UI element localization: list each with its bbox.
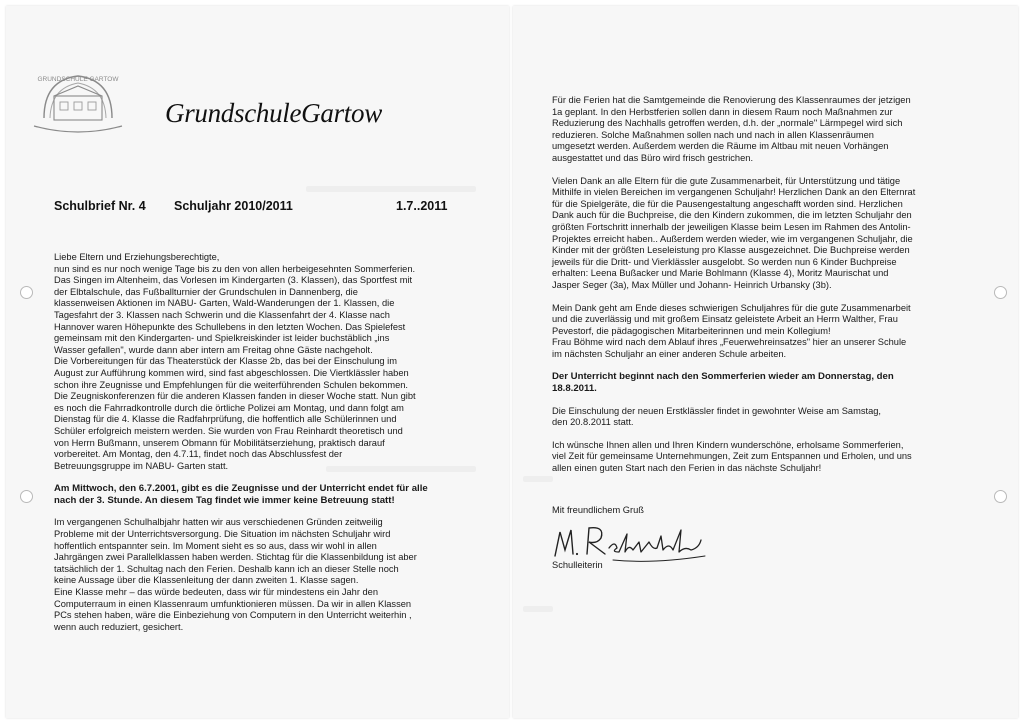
text-line: gemeinsam mit den Kindergarten- und Spielkreiskinder ist leider buchstäblich „ins bbox=[54, 333, 390, 344]
right-paragraph bbox=[552, 176, 972, 292]
signer-role: Schulleiterin bbox=[552, 560, 603, 570]
text-line: Projektes erreicht haben.. Außerdem werden wieder, wie im vergangenen Schuljahr, die bbox=[552, 233, 913, 244]
text-line: Liebe Eltern und Erziehungsberechtigte, bbox=[54, 252, 220, 262]
text-line: Der Unterricht beginnt nach den Sommerferien wieder am Donnerstag, den bbox=[552, 371, 894, 383]
text-line: August zur Aufführung kommen wird, sind fast abgeschlossen. Die Viertklässler haben bbox=[54, 367, 409, 378]
signature-name: M. Rehwinkel bbox=[553, 520, 560, 521]
logo-lettering: GRUNDSCHULE GARTOW bbox=[37, 76, 119, 83]
text-line: Mein Dank geht am Ende dieses schwierigen Schuljahres für die gute Zusammenarbeit bbox=[552, 302, 911, 313]
text-line: ausgestattet und das Büro wird frisch gestrichen. bbox=[552, 152, 754, 163]
punch-hole-icon bbox=[20, 286, 33, 299]
left-paragraph bbox=[54, 517, 464, 633]
text-line: Im vergangenen Schulhalbjahr hatten wir aus verschiedenen Gründen zeitweilig bbox=[54, 517, 383, 528]
text-line: klassenweisen Aktionen im NABU- Garten, Wald-Wanderungen der 1. Klassen, die bbox=[54, 298, 395, 309]
text-line: Probleme mit der Unterrichtsversorgung. Die Situation im nächsten Schuljahr wird bbox=[54, 529, 391, 540]
text-line: Mithilfe in vielen Bereichen im vergangenen Schuljahr! Herzlichen Dank an den Elternrat bbox=[552, 187, 916, 198]
letter-date: 1.7..2011 bbox=[396, 199, 448, 213]
text-line: Frau Böhme wird nach dem Ablauf ihres „Feuerwehreinsatzes" hier an unserer Schule bbox=[552, 337, 907, 348]
right-paragraph bbox=[552, 371, 972, 394]
text-line: Eine Klasse mehr – das würde bedeuten, dass wir für mindestens ein Jahr den bbox=[54, 587, 379, 598]
text-line: jeweils für die Dritt- und Vierklässler ausgelobt. So werden nun 6 Kinder Buchpreise bbox=[552, 256, 897, 267]
letter-number: Schulbrief Nr. 4 bbox=[54, 199, 146, 213]
text-line: Dank auch für die Buchpreise, die den Kindern zukommen, die im letzten Schuljahr den bbox=[552, 210, 912, 221]
text-line: Reduzierung des Nachhalls getroffen werden, d.h. der „normale" Lärmpegel wird sich bbox=[552, 118, 903, 129]
text-line: 18.8.2011. bbox=[552, 383, 597, 395]
text-line: Betreuungsgruppe im NABU- Garten statt. bbox=[54, 460, 229, 471]
text-line: schon ihre Zeugnisse und Empfehlungen für die weiterführenden Schulen bekommen. bbox=[54, 379, 409, 390]
text-line: Die Einschulung der neuen Erstklässler findet in gewohnter Weise am Samstag, bbox=[552, 405, 882, 416]
text-line: Pevestorf, die pädagogischen Mitarbeiterinnen und mein Kollegium! bbox=[552, 325, 831, 336]
text-line: nun sind es nur noch wenige Tage bis zu den von allen herbeigesehnten Sommerferien. bbox=[54, 263, 416, 274]
text-line: Schüler erfolgreich meistern werden. Sie wurden von Frau Reinhardt theoretisch und bbox=[54, 425, 403, 436]
text-line: im nächsten Schuljahr an einer anderen Schule arbeiten. bbox=[552, 348, 787, 359]
text-line: Dienstag für die 4. Klasse die Radfahrprüfung, die hoffentlich alle Schülerinnen und bbox=[54, 414, 397, 425]
left-paragraph bbox=[54, 483, 464, 506]
bleed-through bbox=[523, 476, 553, 482]
punch-hole-icon bbox=[994, 286, 1007, 299]
punch-hole-icon bbox=[20, 490, 33, 503]
school-year: Schuljahr 2010/2011 bbox=[174, 199, 293, 213]
punch-hole-icon bbox=[994, 490, 1007, 503]
right-paragraph bbox=[552, 440, 972, 475]
text-line: Ich wünsche Ihnen allen und Ihren Kindern wunderschöne, erholsame Sommerferien, bbox=[552, 439, 904, 450]
text-line: Für die Ferien hat die Samtgemeinde die Renovierung des Klassenraumes der jetzigen bbox=[552, 95, 911, 105]
text-line: Die Zeugniskonferenzen für die anderen Klassen fanden in dieser Woche statt. Nun gibt bbox=[54, 391, 416, 402]
text-line: Wasser gefallen", wurde dann aber intern am Freitag ohne Gäste nachgeholt. bbox=[54, 344, 373, 355]
right-paragraph bbox=[552, 406, 972, 429]
text-line: hoffentlich entspannter sein. Im Moment sieht es so aus, dass wir wohl in allen bbox=[54, 540, 377, 551]
text-line: 1a geplant. In den Herbstferien sollen dann in diesem Raum noch Maßnahmen zur bbox=[552, 106, 893, 117]
text-line: wenn auch reduziert, gesichert. bbox=[54, 621, 184, 632]
text-line: Jasper Seger (3a), Max Müller und Johann- Heinrich Urbansky (3b). bbox=[552, 279, 832, 290]
text-line: Das Singen im Altenheim, das Vorlesen im Kindergarten (3. Klassen), das Sportfest mit bbox=[54, 275, 413, 286]
text-line: größten Fortschritt innerhalb der jeweiligen Klasse beim Lesen im Rahmen des Antolin- bbox=[552, 221, 911, 232]
school-logo-icon bbox=[30, 68, 126, 136]
text-line: es noch die Fahrradkontrolle durch die örtliche Polizei am Montag, und dann folgt am bbox=[54, 402, 404, 413]
text-line: Kinder mit der größten Leseleistung pro Klasse ausgezeichnet. Die Buchpreise werden bbox=[552, 245, 910, 256]
text-line: umgesetzt werden. Außerdem werden die Räume im Altbau mit neuen Vorhängen bbox=[552, 141, 889, 152]
text-line: erhalten: Leena Bußacker und Marie Bohlmann (Klasse 4), Moritz Maurischat und bbox=[552, 268, 889, 279]
text-line: nach der 3. Stunde. An diesem Tag findet wie immer keine Betreuung statt! bbox=[54, 494, 395, 506]
left-paragraph bbox=[54, 252, 464, 472]
closing-greeting: Mit freundlichem Gruß bbox=[552, 505, 644, 515]
text-line: den 20.8.2011 statt. bbox=[552, 417, 634, 428]
text-line: Die Vorbereitungen für das Theaterstück der Klasse 2b, das bei der Einschulung im bbox=[54, 356, 397, 367]
text-line: Jahrgängen zwei Parallelklassen haben werden. Stichtag für die Klassenbildung ist aber bbox=[54, 552, 417, 563]
text-line: Hannover waren Höhepunkte des Schullebens in den letzten Wochen. Das Spielefest bbox=[54, 321, 406, 332]
text-line: Computerraum in einen Klassenraum umfunktionieren müssen. Da wir in allen Klassen bbox=[54, 598, 412, 609]
text-line: der Elbtalschule, das Fußballturnier der Grundschulen in Dannenberg, die bbox=[54, 286, 358, 297]
text-line: viel Zeit für gemeinsame Unternehmungen, Zeit zum Entspannen und Erholen, und uns bbox=[552, 451, 912, 462]
right-column-text bbox=[552, 95, 972, 486]
bleed-through bbox=[306, 186, 476, 192]
text-line: reduzieren. Solche Maßnahmen sollen nach und nach in allen Klassenräumen bbox=[552, 129, 874, 140]
text-line: Vielen Dank an alle Eltern für die gute Zusammenarbeit, für Unterstützung und tätige bbox=[552, 175, 901, 186]
school-name: GrundschuleGartow bbox=[165, 98, 382, 128]
right-paragraph bbox=[552, 303, 972, 361]
text-line: Tagesfahrt der 3. Klassen nach Schwerin und die Klassenfahrt der 4. Klasse nach bbox=[54, 309, 390, 320]
text-line: für die Spielgeräte, die für die Pausengestaltung angeschafft worden sind. Herzlichen bbox=[552, 198, 903, 209]
text-line: vorbereitet. Am Montag, den 4.7.11, findet noch das Abschlussfest der bbox=[54, 449, 343, 460]
text-line: keine Aussage über die Klassenleitung der dann zweiten 1. Klasse sagen. bbox=[54, 575, 359, 586]
text-line: PCs stehen haben, wäre die Einbeziehung von Computern in den Unterricht weiterhin , bbox=[54, 610, 412, 621]
left-column-text bbox=[54, 252, 464, 644]
right-paragraph bbox=[552, 95, 972, 165]
text-line: Am Mittwoch, den 6.7.2001, gibt es die Zeugnisse und der Unterricht endet für alle bbox=[54, 483, 428, 495]
text-line: und die zuverlässig und mit großem Einsatz geleistete Arbeit an Herrn Walther, Frau bbox=[552, 314, 898, 325]
text-line: allen einen guten Start nach den Ferien in das nächste Schuljahr! bbox=[552, 463, 822, 474]
text-line: von Herrn Bußmann, unserem Obmann für Mobilitätserziehung, praktisch darauf bbox=[54, 437, 385, 448]
bleed-through bbox=[523, 606, 553, 612]
text-line: tatsächlich der 1. Schultag nach den Ferien. Deshalb kann ich an dieser Stelle noch bbox=[54, 563, 399, 574]
